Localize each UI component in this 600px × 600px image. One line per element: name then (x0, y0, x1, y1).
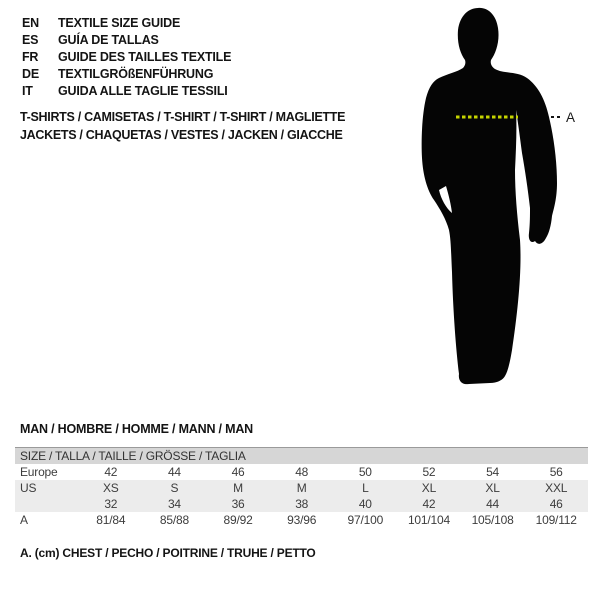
language-row (22, 15, 231, 32)
table-cell: M (296, 481, 307, 495)
language-code: IT (22, 84, 33, 98)
size-table-header-label: SIZE / TALLA / TAILLE / GRÖSSE / TAGLIA (20, 449, 246, 463)
table-cell: 44 (486, 497, 500, 511)
table-cell: 46 (549, 497, 563, 511)
man-silhouette-figure (395, 0, 600, 400)
language-label: TEXTILGRÖßENFÜHRUNG (58, 67, 214, 81)
table-cell: 36 (231, 497, 245, 511)
table-cell: 56 (549, 465, 563, 479)
footnote-chest-legend: A. (cm) CHEST / PECHO / POITRINE / TRUHE / PETTO (20, 546, 316, 560)
language-label: TEXTILE SIZE GUIDE (58, 16, 181, 30)
table-cell: 105/108 (471, 513, 514, 527)
language-row (22, 66, 231, 83)
row-label-europe: Europe (20, 465, 58, 479)
language-code: EN (22, 16, 39, 30)
language-label: GUIDA ALLE TAGLIE TESSILI (58, 84, 228, 98)
table-cell: 40 (358, 497, 372, 511)
table-row-us-letter (15, 480, 588, 496)
table-cell: 44 (167, 465, 181, 479)
table-cell: 101/104 (407, 513, 450, 527)
garment-type-list (20, 108, 345, 144)
table-cell: 38 (295, 497, 309, 511)
size-table (15, 447, 588, 528)
language-row (22, 49, 231, 66)
table-cell: 54 (486, 465, 500, 479)
language-list (22, 15, 231, 100)
garment-line-jackets: JACKETS / CHAQUETAS / VESTES / JACKEN / GIACCHE (20, 128, 343, 142)
row-label-us: US (20, 481, 37, 495)
table-cell: XL (485, 481, 500, 495)
table-cell: 42 (104, 465, 118, 479)
table-cell: 85/88 (159, 513, 189, 527)
table-cell: L (362, 481, 369, 495)
table-cell: 52 (422, 465, 436, 479)
table-cell: 81/84 (96, 513, 126, 527)
section-title-man: MAN / HOMBRE / HOMME / MANN / MAN (20, 422, 253, 436)
table-cell: 34 (167, 497, 181, 511)
language-row (22, 32, 231, 49)
language-label: GUIDE DES TAILLES TEXTILE (58, 50, 232, 64)
table-cell: 46 (231, 465, 245, 479)
language-code: FR (22, 50, 39, 64)
table-cell: XL (421, 481, 437, 495)
row-label-a: A (20, 513, 28, 527)
table-cell: 50 (358, 465, 372, 479)
language-code: ES (22, 33, 39, 47)
size-table-header-row (15, 447, 588, 464)
table-cell: 48 (295, 465, 309, 479)
table-cell: S (170, 481, 179, 495)
table-cell: 89/92 (223, 513, 253, 527)
table-cell: XS (103, 481, 119, 495)
table-cell: 42 (422, 497, 436, 511)
row-label-blank (15, 496, 79, 512)
table-cell: 109/112 (535, 513, 577, 527)
language-code: DE (22, 67, 39, 81)
measurement-label-a: A (566, 110, 576, 125)
table-cell: 32 (104, 497, 118, 511)
table-cell: 97/100 (347, 513, 384, 527)
table-row-europe (15, 464, 588, 480)
language-label: GUÍA DE TALLAS (58, 33, 159, 47)
man-silhouette (422, 8, 557, 384)
garment-line-tshirts: T-SHIRTS / CAMISETAS / T-SHIRT / T-SHIRT / MAGLIETTE (20, 110, 346, 124)
table-row-us-numeric (15, 496, 588, 512)
table-cell: XXL (545, 481, 568, 495)
table-cell: M (233, 481, 243, 495)
table-row-chest-cm (15, 512, 588, 528)
language-row (22, 83, 231, 100)
table-cell: 93/96 (287, 513, 317, 527)
